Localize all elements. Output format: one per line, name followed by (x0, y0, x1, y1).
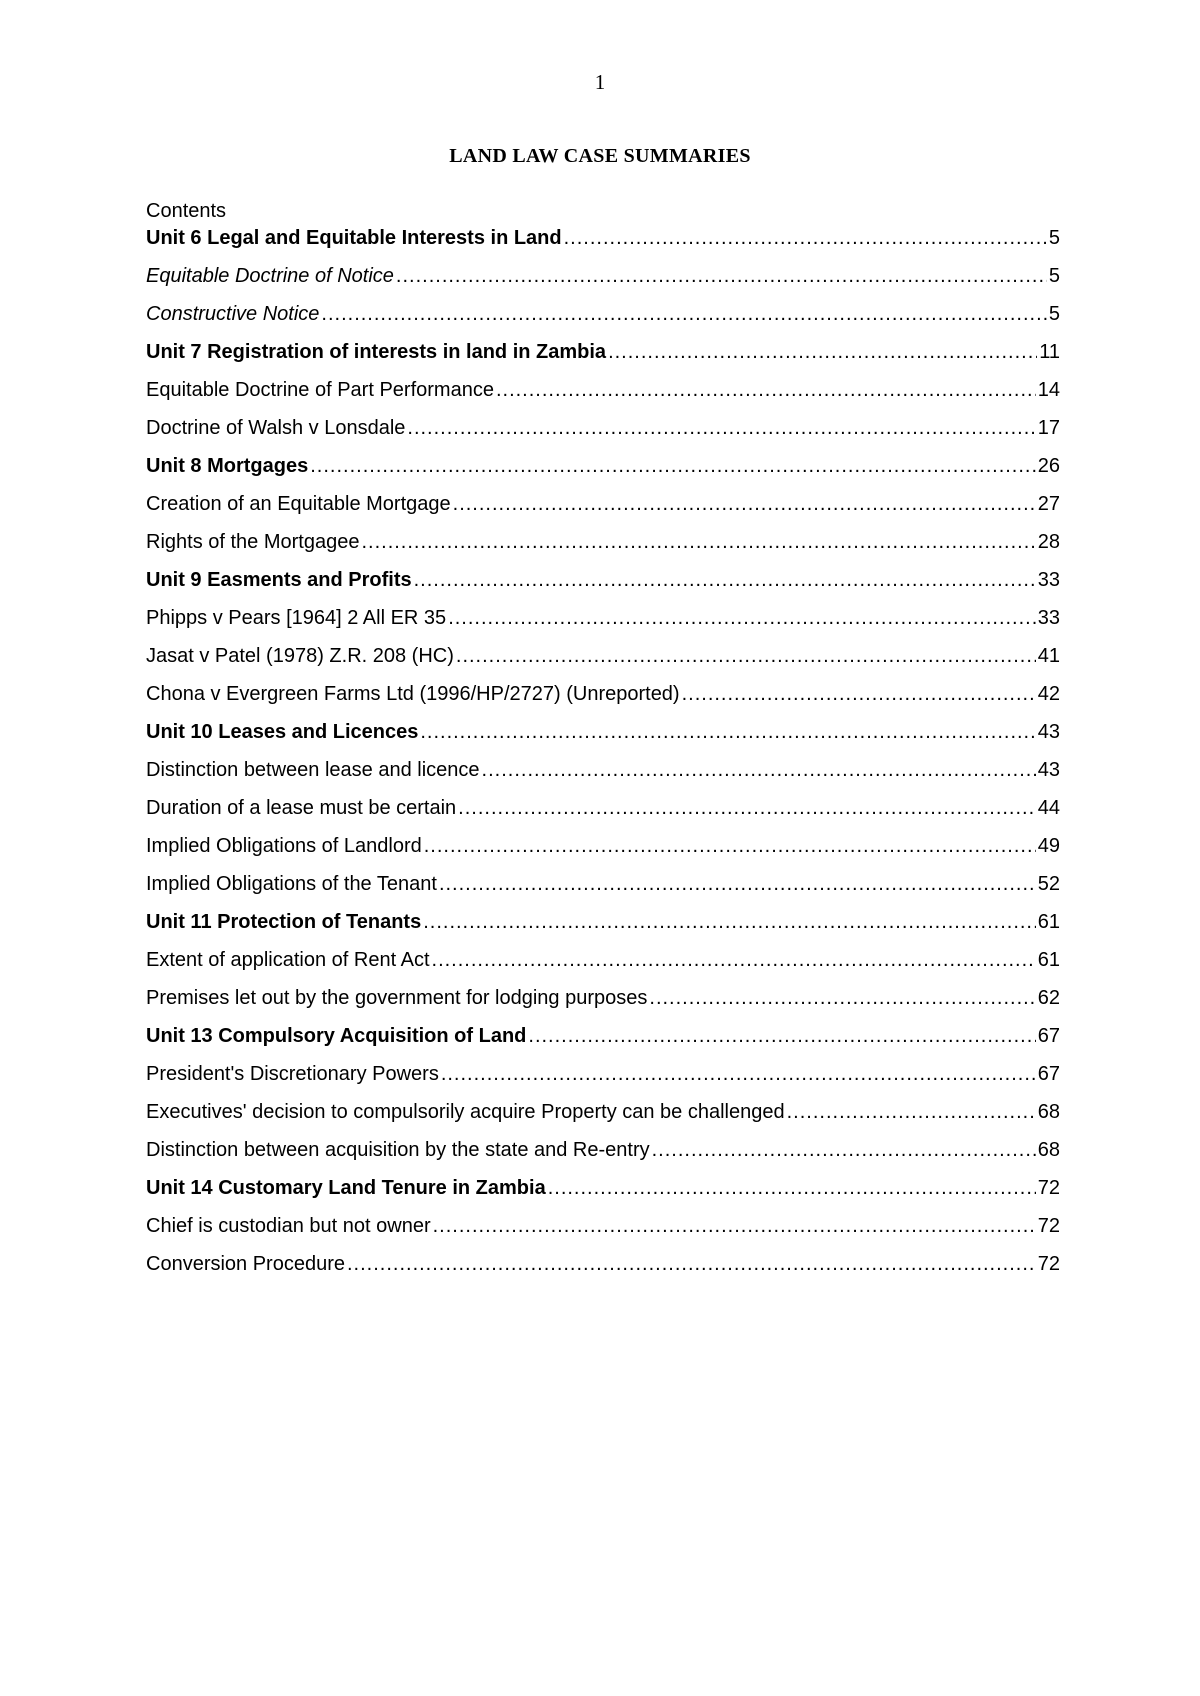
toc-entry-title: Jasat v Patel (1978) Z.R. 208 (HC) (146, 645, 454, 667)
toc-entry-title: Extent of application of Rent Act (146, 949, 430, 971)
toc-entry-title: Distinction between lease and licence (146, 759, 480, 781)
toc-entry-page-number: 67 (1037, 1025, 1060, 1047)
dot-leader (458, 796, 1036, 820)
toc-entry[interactable] (146, 492, 1060, 530)
toc-entry-page-number: 68 (1037, 1139, 1060, 1161)
toc-entry-title: Conversion Procedure (146, 1253, 345, 1275)
toc-entry-title: Executives' decision to compulsorily acquire Property can be challenged (146, 1101, 785, 1123)
table-of-contents (146, 196, 1060, 1290)
toc-entry-page-number: 26 (1037, 455, 1060, 477)
toc-entry-page-number: 49 (1037, 835, 1060, 857)
toc-entry[interactable] (146, 644, 1060, 682)
toc-entry[interactable] (146, 948, 1060, 986)
toc-entry-title: Unit 10 Leases and Licences (146, 721, 419, 743)
toc-entry-page-number: 72 (1037, 1215, 1060, 1237)
dot-leader (548, 1176, 1036, 1200)
dot-leader (433, 1214, 1036, 1238)
page-number: 1 (594, 70, 606, 94)
dot-leader (414, 568, 1036, 592)
contents-heading: Contents (146, 200, 227, 222)
toc-entry-title: President's Discretionary Powers (146, 1063, 439, 1085)
dot-leader (361, 530, 1035, 554)
document-title: LAND LAW CASE SUMMARIES (449, 145, 751, 167)
toc-entry[interactable] (146, 530, 1060, 568)
toc-entry-title: Doctrine of Walsh v Lonsdale (146, 417, 406, 439)
toc-entry-title: Phipps v Pears [1964] 2 All ER 35 (146, 607, 447, 629)
toc-entry-title: Unit 13 Compulsory Acquisition of Land (146, 1025, 527, 1047)
dot-leader (407, 416, 1035, 440)
toc-entry-page-number: 61 (1037, 949, 1060, 971)
toc-entry-title: Rights of the Mortgagee (146, 531, 360, 553)
dot-leader (432, 948, 1036, 972)
toc-entry[interactable] (146, 796, 1060, 834)
dot-leader (420, 720, 1035, 744)
toc-entry[interactable] (146, 1024, 1060, 1062)
dot-leader (682, 682, 1036, 706)
toc-entry-page-number: 27 (1037, 493, 1060, 515)
toc-entry-page-number: 11 (1039, 341, 1060, 363)
toc-entry-title: Creation of an Equitable Mortgage (146, 493, 451, 515)
toc-entry-title: Implied Obligations of Landlord (146, 835, 422, 857)
toc-entry-title: Implied Obligations of the Tenant (146, 873, 437, 895)
dot-leader (456, 644, 1036, 668)
toc-entry[interactable] (146, 1176, 1060, 1214)
toc-entry[interactable] (146, 416, 1060, 454)
toc-entry-page-number: 61 (1037, 911, 1060, 933)
dot-leader (396, 264, 1047, 288)
toc-entry[interactable] (146, 606, 1060, 644)
toc-entry-title: Unit 9 Easments and Profits (146, 569, 412, 591)
toc-entry-title: Unit 8 Mortgages (146, 455, 309, 477)
toc-entry-page-number: 5 (1048, 265, 1060, 287)
toc-entry-page-number: 17 (1037, 417, 1060, 439)
toc-entry-page-number: 33 (1037, 607, 1060, 629)
toc-entry-page-number: 62 (1037, 987, 1060, 1009)
dot-leader (424, 834, 1036, 858)
dot-leader (453, 492, 1036, 516)
dot-leader (608, 340, 1037, 364)
toc-entry[interactable] (146, 910, 1060, 948)
dot-leader (423, 910, 1036, 934)
toc-entry-page-number: 43 (1037, 721, 1060, 743)
toc-entry-page-number: 44 (1037, 797, 1060, 819)
dot-leader (441, 1062, 1036, 1086)
toc-entry-page-number: 14 (1037, 379, 1060, 401)
toc-entry-title: Unit 14 Customary Land Tenure in Zambia (146, 1177, 546, 1199)
toc-entry[interactable] (146, 454, 1060, 492)
toc-entry[interactable] (146, 720, 1060, 758)
toc-entry[interactable] (146, 226, 1060, 264)
toc-entry[interactable] (146, 872, 1060, 910)
toc-entry[interactable] (146, 1100, 1060, 1138)
toc-entry[interactable] (146, 1138, 1060, 1176)
toc-entry[interactable] (146, 568, 1060, 606)
toc-entry[interactable] (146, 682, 1060, 720)
toc-entry-page-number: 41 (1037, 645, 1060, 667)
toc-entry-title: Duration of a lease must be certain (146, 797, 457, 819)
toc-entry-page-number: 5 (1048, 303, 1060, 325)
dot-leader (652, 1138, 1036, 1162)
toc-entry-title: Unit 7 Registration of interests in land in Zambia (146, 341, 607, 363)
toc-entry[interactable] (146, 340, 1060, 378)
toc-entry[interactable] (146, 1214, 1060, 1252)
toc-entry-title: Distinction between acquisition by the state and Re-entry (146, 1139, 650, 1161)
toc-entry-page-number: 52 (1037, 873, 1060, 895)
toc-entry[interactable] (146, 302, 1060, 340)
toc-entry-title: Unit 6 Legal and Equitable Interests in Land (146, 227, 562, 249)
toc-entry-title: Equitable Doctrine of Part Performance (146, 379, 494, 401)
toc-entry-page-number: 72 (1037, 1177, 1060, 1199)
toc-entry-title: Chona v Evergreen Farms Ltd (1996/HP/2727) (Unreported) (146, 683, 680, 705)
dot-leader (564, 226, 1047, 250)
toc-entry-page-number: 43 (1037, 759, 1060, 781)
toc-entry[interactable] (146, 758, 1060, 796)
toc-entry-title: Constructive Notice (146, 303, 320, 325)
toc-entry-page-number: 5 (1048, 227, 1060, 249)
toc-entry-page-number: 68 (1037, 1101, 1060, 1123)
dot-leader (439, 872, 1036, 896)
dot-leader (482, 758, 1036, 782)
dot-leader (448, 606, 1036, 630)
toc-entry[interactable] (146, 986, 1060, 1024)
dot-leader (321, 302, 1046, 326)
toc-entry-page-number: 33 (1037, 569, 1060, 591)
toc-entry[interactable] (146, 378, 1060, 416)
toc-entry[interactable] (146, 834, 1060, 872)
dot-leader (496, 378, 1036, 402)
toc-entry[interactable] (146, 1062, 1060, 1100)
dot-leader (310, 454, 1036, 478)
dot-leader (787, 1100, 1036, 1124)
toc-entry-page-number: 28 (1037, 531, 1060, 553)
toc-entry-title: Chief is custodian but not owner (146, 1215, 431, 1237)
toc-entry-title: Premises let out by the government for lodging purposes (146, 987, 648, 1009)
dot-leader (528, 1024, 1035, 1048)
toc-entry-page-number: 67 (1037, 1063, 1060, 1085)
dot-leader (347, 1252, 1036, 1276)
toc-list (146, 226, 1060, 1290)
toc-entry-page-number: 42 (1037, 683, 1060, 705)
toc-entry[interactable] (146, 1252, 1060, 1290)
toc-entry-title: Unit 11 Protection of Tenants (146, 911, 422, 933)
toc-entry[interactable] (146, 264, 1060, 302)
dot-leader (649, 986, 1035, 1010)
toc-entry-page-number: 72 (1037, 1253, 1060, 1275)
toc-entry-title: Equitable Doctrine of Notice (146, 265, 394, 287)
